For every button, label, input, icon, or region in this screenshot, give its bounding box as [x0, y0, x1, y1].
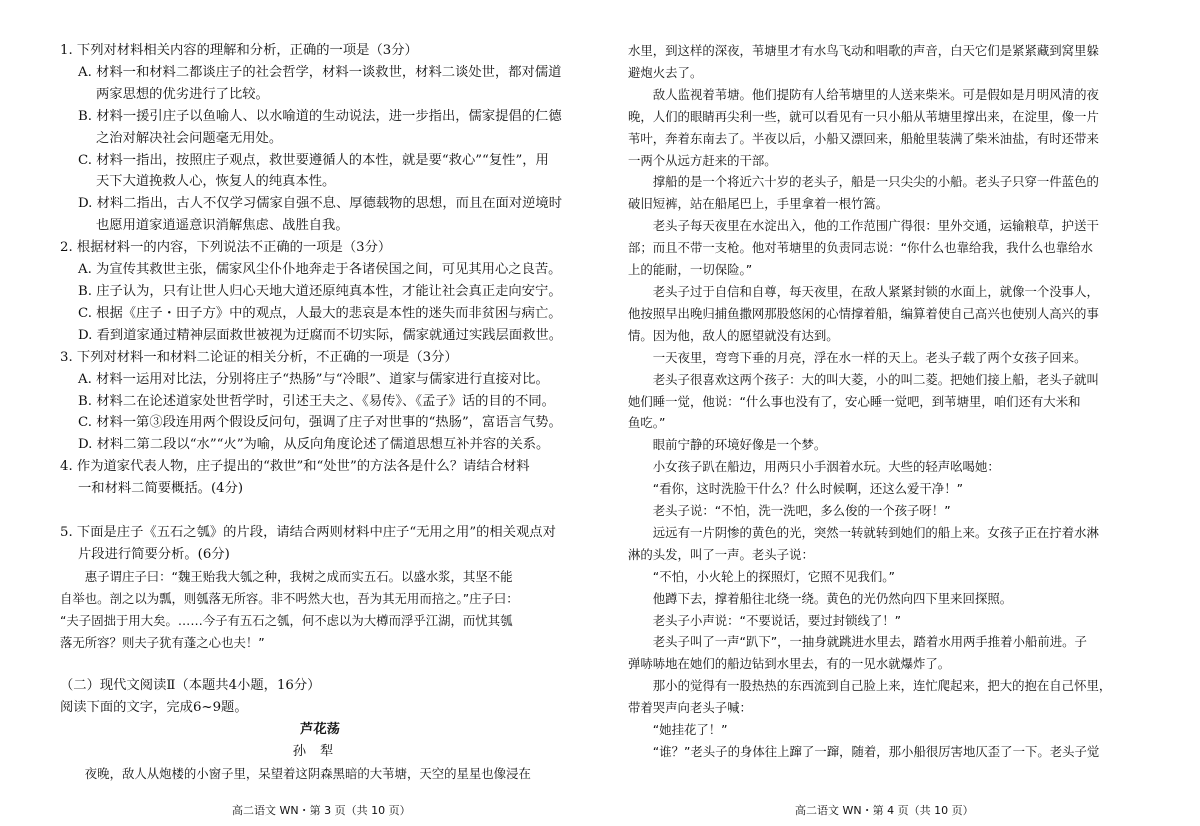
left-page-text-line: 夜晚，敌人从炮楼的小窗子里，呆望着这阴森黑暗的大苇塘，天空的星星也像浸在: [84, 766, 531, 782]
right-page-text-line: 晚，人们的眼睛再尖利一些，就可以看见有一只小船从苇塘里撑出来，在淀里，像一片: [628, 108, 1099, 124]
right-page-text-line: 老头子叫了一声“趴下”，一抽身就跳进水里去，踏着水用两手推着小船前进。子: [652, 634, 1087, 650]
left-page-text-line: [60, 500, 580, 522]
right-page-text-line: 情。因为他，敌人的愿望就没有达到。: [628, 327, 839, 343]
left-page-text-line: D. 材料二指出，古人不仅学习儒家自强不息、厚德载物的思想，而且在面对逆境时: [78, 196, 563, 212]
right-page-text-line: 淋的头发，叫了一声。老头子说：: [628, 546, 814, 562]
left-page-text-line: C. 材料一指出，按照庄子观点，救世要遵循人的本性，就是要“救心”“复性”，用: [78, 152, 549, 168]
left-page-text-line: 惠子谓庄子曰：“魏王贻我大瓠之种，我树之成而实五石。以盛水浆，其坚不能: [84, 568, 513, 584]
left-page-text-line: 阅读下面的文字，完成6~9题。: [60, 700, 248, 716]
left-page-text-line: B. 材料二在论述道家处世哲学时，引述王夫之、《易传》、《孟子》话的目的不同。: [78, 393, 555, 409]
right-page-text-line: 她们睡一觉，他说：“什么事也没有了，安心睡一觉吧，到苇塘里，咱们还有大米和: [628, 393, 1081, 409]
left-page-column: [60, 40, 580, 785]
right-page-text-line: “她挂花了！”: [652, 722, 728, 738]
left-page-text-line: 之治对解决社会问题毫无用处。: [96, 130, 283, 146]
left-page-text-line: B. 材料一援引庄子以鱼喻人、以水喻道的生动说法，进一步指出，儒家提倡的仁德: [78, 108, 562, 124]
right-page-text-line: 老头子很喜欢这两个孩子：大的叫大菱，小的叫二菱。把她们接上船，老头子就叫: [652, 371, 1099, 387]
left-page-text-line: B. 庄子认为，只有让世人归心天地大道还原纯真本性，才能让社会真正走向安宁。: [78, 283, 562, 299]
right-page-column: [628, 40, 1146, 763]
right-page-text-line: 部；而且不带一支枪。他对苇塘里的负责同志说：“你什么也靠给我，我什么也靠给水: [628, 240, 1093, 256]
left-page-text-line: C. 材料一第③段连用两个假设反问句，强调了庄子对世事的“热肠”，富语言气势。: [78, 415, 562, 431]
left-page-text-line: 落无所容？则夫子犹有蓬之心也夫！”: [60, 634, 265, 650]
left-page-text-line: 也愿用道家逍遥意识消解焦虑、战胜自我。: [96, 218, 349, 234]
left-page-text-line: A. 材料一和材料二都谈庄子的社会哲学，材料一谈救世，材料二谈处世，都对儒道: [78, 64, 562, 80]
left-page-text-line: D. 材料二第二段以“水”“火”为喻，从反向角度论述了儒道思想互补并容的关系。: [78, 437, 550, 453]
left-page-text-line: 4. 作为道家代表人物，庄子提出的“救世”和“处世”的方法各是什么？请结合材料: [60, 459, 530, 475]
right-page-text-line: “不怕，小火轮上的探照灯，它照不见我们。”: [652, 568, 895, 584]
left-page-text-line: 一和材料二简要概括。(4分): [78, 481, 244, 497]
right-page-text-line: 老头子过于自信和自尊，每天夜里，在敌人紧紧封锁的水面上，就像一个没事人，: [652, 283, 1099, 299]
left-page-text-line: 自举也。剖之以为瓢，则瓠落无所容。非不呺然大也，吾为其无用而掊之。”庄子曰：: [60, 590, 519, 606]
left-page-text-line: 1. 下列对材料相关内容的理解和分析，正确的一项是（3分）: [60, 43, 418, 58]
right-page-text-line: “看你，这时洗脸干什么？什么时候啊，还这么爱干净！”: [652, 481, 964, 497]
right-page-text-line: “谁？”老头子的身体往上蹿了一蹿，随着，那小船很厉害地仄歪了一下。老头子觉: [652, 744, 1100, 759]
right-page-text-line: 一天夜里，弯弯下垂的月亮，浮在水一样的天上。老头子载了两个女孩子回来。: [652, 349, 1087, 365]
right-page-text-line: 撑船的是一个将近六十岁的老头子，船是一只尖尖的小船。老头子只穿一件蓝色的: [652, 174, 1099, 190]
right-page-text-line: 老头子说：“不怕，洗一洗吧，多么俊的一个孩子呀！”: [652, 503, 951, 519]
left-page-text-line: “夫子固拙于用大矣。……今子有五石之瓠，何不虑以为大樽而浮乎江湖，而忧其瓠: [60, 612, 513, 628]
right-page-text-line: 老头子小声说：“不要说话，要过封锁线了！”: [652, 612, 902, 628]
right-page-text-line: 弹哧哧地在她们的船边钻到水里去，有的一见水就爆炸了。: [628, 656, 951, 672]
left-page-text-line: 片段进行简要分析。(6分): [78, 546, 230, 562]
right-page-text-line: 破旧短裤，站在船尾巴上，手里拿着一根竹篙。: [628, 196, 889, 212]
right-page-footer: 高二语文 WN・第 4 页（共 10 页）: [795, 804, 974, 817]
left-page-text-line: C. 根据《庄子・田子方》中的观点，人最大的悲哀是本性的迷失而非贫困与病亡。: [78, 305, 562, 321]
left-page-text-line: 孙犁: [292, 744, 348, 760]
right-page-text-line: 苇叶，奔着东南去了。半夜以后，小船又漂回来，船舱里装满了柴米油盐，有时还带来: [628, 130, 1099, 146]
left-page-text-line: 两家思想的优劣进行了比较。: [96, 86, 269, 102]
right-page-text-line: 眼前宁静的环境好像是一个梦。: [652, 437, 827, 453]
left-page-text-line: 芦花荡: [300, 722, 340, 738]
left-page-text-line: 天下大道挽救人心，恢复人的纯真本性。: [96, 174, 336, 190]
right-page-text-line: 那小的觉得有一股热热的东西流到自己脸上来，连忙爬起来，把大的抱在自己怀里，: [652, 678, 1112, 694]
right-page-text-line: 敌人监视着苇塘。他们提防有人给苇塘里的人送来柴米。可是假如是月明风清的夜: [652, 86, 1099, 102]
right-page-text-line: 上的能耐，一切保险。”: [628, 262, 753, 278]
left-page-text-line: A. 材料一运用对比法，分别将庄子“热肠”与“冷眼”、道家与儒家进行直接对比。: [78, 371, 549, 387]
left-page-footer: 高二语文 WN・第 3 页（共 10 页）: [232, 804, 411, 817]
right-page-text-line: 水里，到这样的深夜，苇塘里才有水鸟飞动和唱歌的声音，白天它们是紧紧藏到窝里躲: [628, 43, 1099, 58]
left-page-text-line: 5. 下面是庄子《五石之瓠》的片段，请结合两则材料中庄子“无用之用”的相关观点对: [60, 525, 556, 541]
right-page-text-line: 鱼吃。”: [628, 415, 666, 431]
right-page-text-line: 他按照早出晚归捕鱼撒网那股悠闲的心情撑着船，编算着使自己高兴也使别人高兴的事: [628, 305, 1099, 321]
left-page-text-line: D. 看到道家通过精神层面救世被视为迂腐而不切实际，儒家就通过实践层面救世。: [78, 327, 563, 343]
right-page-text-line: 一两个从远方赶来的干部。: [628, 152, 777, 168]
left-page-text-line: 2. 根据材料一的内容，下列说法不正确的一项是（3分）: [60, 240, 392, 256]
left-page-text-line: A. 为宣传其救世主张，儒家风尘仆仆地奔走于各诸侯国之间，可见其用心之良苦。: [78, 262, 562, 278]
right-page-text-line: 远远有一片阴惨的黄色的光，突然一转就转到她们的船上来。女孩子正在拧着水淋: [652, 524, 1099, 540]
right-page-text-line: 老头子每天夜里在水淀出入，他的工作范围广得很：里外交通，运输粮草，护送干: [652, 218, 1099, 234]
left-page-text-line: [60, 653, 580, 675]
right-page-text-line: 带着哭声向老头子喊：: [628, 700, 752, 716]
right-page-text-line: 小女孩子趴在船边，用两只小手洇着水玩。大些的轻声吆喝她：: [652, 459, 1000, 475]
right-page-text-line: 他蹲下去，撑着船往北绕一绕。黄色的光仍然向四下里来回探照。: [652, 590, 1013, 606]
right-page-text-line: 避炮火去了。: [628, 64, 703, 80]
left-page-text-line: 3. 下列对材料一和材料二论证的相关分析，不正确的一项是（3分）: [60, 349, 458, 365]
left-page-text-line: （二）现代文阅读Ⅱ（本题共4小题，16分）: [60, 678, 321, 694]
